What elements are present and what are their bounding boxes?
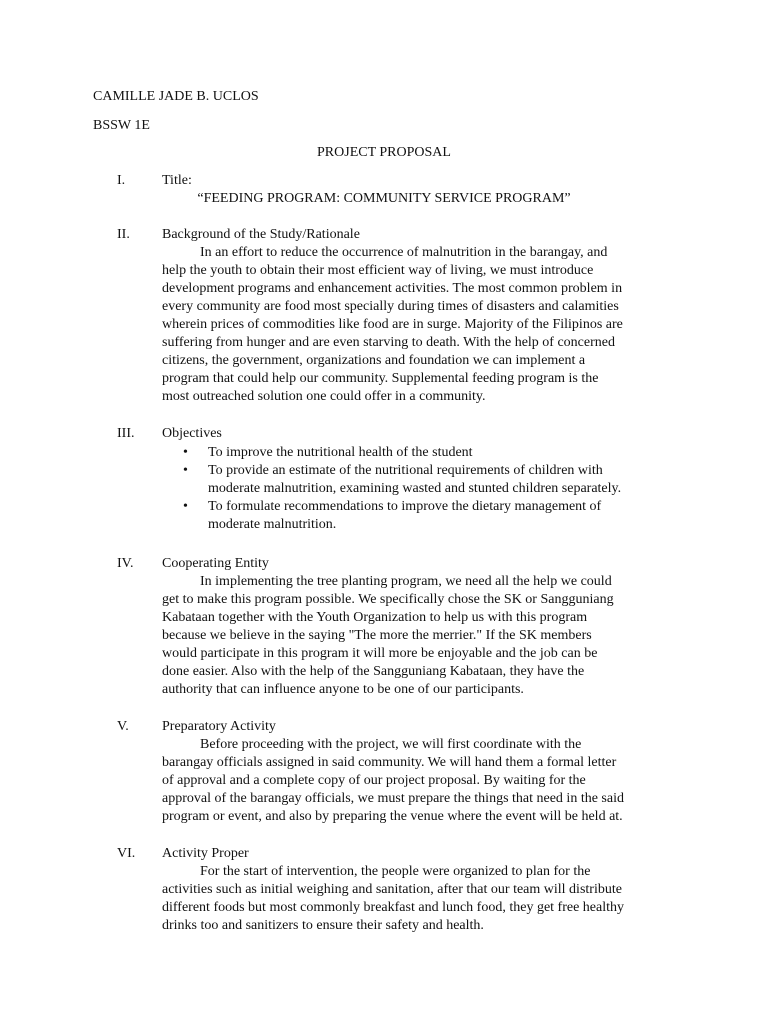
section-numeral: VI. (117, 846, 136, 861)
document-title: PROJECT PROPOSAL (317, 145, 451, 160)
paragraph-line: program or event, and also by preparing the venue where the event will be held at. (162, 809, 623, 824)
background-paragraph (162, 244, 682, 406)
paragraph-line: barangay officials assigned in said community. We will hand them a formal letter (162, 755, 617, 770)
preparatory-activity-paragraph (162, 736, 682, 826)
paragraph-line: drinks too and sanitizers to ensure their safety and health. (162, 918, 484, 933)
paragraph-line: get to make this program possible. We specifically chose the SK or Sangguniang (162, 592, 614, 607)
paragraph-line: authority that can influence anyone to be one of our participants. (162, 682, 524, 697)
paragraph-line: wherein prices of commodities like food are in surge. Majority of the Filipinos are (162, 317, 623, 332)
section-numeral: V. (117, 719, 129, 734)
bullet-icon: • (183, 499, 188, 514)
section-numeral: IV. (117, 556, 134, 571)
section-heading-activity-proper: Activity Proper (162, 846, 249, 861)
paragraph-line: because we believe in the saying "The more the merrier." If the SK members (162, 628, 592, 643)
paragraph-line: In an effort to reduce the occurrence of malnutrition in the barangay, and (200, 245, 608, 260)
section-numeral: II. (117, 227, 130, 242)
paragraph-line: suffering from hunger and are even starving to death. With the help of concerned (162, 335, 615, 350)
paragraph-line: Kabataan together with the Youth Organization to help us with this program (162, 610, 588, 625)
paragraph-line: help the youth to obtain their most efficient way of living, we must introduce (162, 263, 594, 278)
paragraph-line: In implementing the tree planting program, we need all the help we could (200, 574, 612, 589)
paragraph-line: approval of the barangay officials, we must prepare the things that need in the said (162, 791, 624, 806)
section-heading-title: Title: (162, 173, 192, 188)
paragraph-line: activities such as initial weighing and sanitation, after that our team will distribute (162, 882, 622, 897)
objective-line: To provide an estimate of the nutritional requirements of children with (208, 463, 603, 478)
author-name: CAMILLE JADE B. UCLOS (93, 89, 259, 104)
activity-proper-paragraph (162, 863, 682, 935)
section-numeral: I. (117, 173, 126, 188)
paragraph-line: most outreached solution one could offer in a community. (162, 389, 486, 404)
objective-line: To improve the nutritional health of the student (208, 445, 473, 460)
paragraph-line: For the start of intervention, the people were organized to plan for the (200, 864, 591, 879)
objective-line: To formulate recommendations to improve the dietary management of (208, 499, 602, 514)
paragraph-line: Before proceeding with the project, we will first coordinate with the (200, 737, 582, 752)
section-heading-cooperating-entity: Cooperating Entity (162, 556, 269, 571)
project-title: “FEEDING PROGRAM: COMMUNITY SERVICE PROGRAM” (197, 191, 571, 206)
bullet-icon: • (183, 463, 188, 478)
paragraph-line: of approval and a complete copy of our project proposal. By waiting for the (162, 773, 586, 788)
paragraph-line: would participate in this program it will more be enjoyable and the job can be (162, 646, 598, 661)
paragraph-line: citizens, the government, organizations and foundation we can implement a (162, 353, 586, 368)
paragraph-line: every community are food most specially during times of disasters and calamities (162, 299, 619, 314)
objective-item (162, 462, 682, 498)
objectives-list (162, 444, 682, 534)
section-heading-background: Background of the Study/Rationale (162, 227, 360, 242)
paragraph-line: done easier. Also with the help of the Sangguniang Kabataan, they have the (162, 664, 585, 679)
objective-line: moderate malnutrition, examining wasted and stunted children separately. (208, 481, 622, 496)
section-heading-objectives: Objectives (162, 426, 222, 441)
bullet-icon: • (183, 445, 188, 460)
course-section: BSSW 1E (93, 118, 150, 133)
paragraph-line: different foods but most commonly breakfast and lunch food, they get free healthy (162, 900, 624, 915)
paragraph-line: program that could help our community. Supplemental feeding program is the (162, 371, 599, 386)
objective-line: moderate malnutrition. (208, 517, 337, 532)
objective-item (162, 498, 682, 534)
cooperating-entity-paragraph (162, 573, 682, 699)
paragraph-line: development programs and enhancement activities. The most common problem in (162, 281, 623, 296)
section-numeral: III. (117, 426, 135, 441)
objective-item (162, 444, 682, 462)
section-heading-preparatory-activity: Preparatory Activity (162, 719, 276, 734)
